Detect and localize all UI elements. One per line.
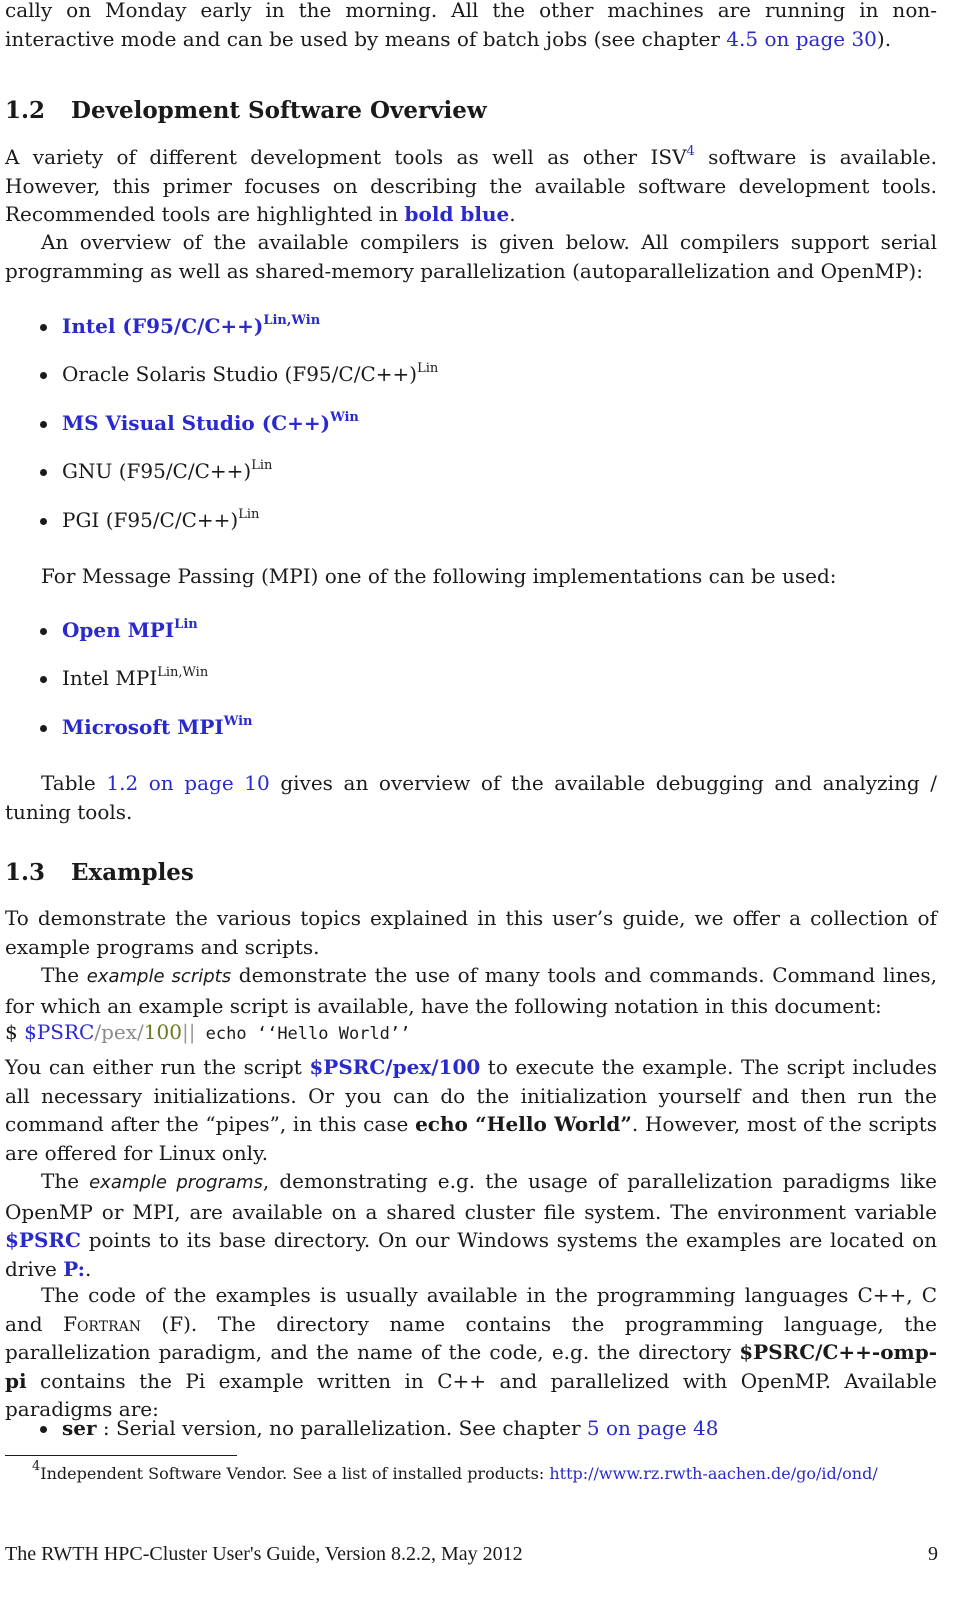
psrc-link[interactable]: $PSRC xyxy=(24,1020,95,1044)
paragraph-languages xyxy=(5,1281,937,1424)
path-separator: / xyxy=(137,1020,144,1044)
env-variable: $PSRC xyxy=(5,1228,81,1253)
compiler-label: GNU (F95/C/C++) xyxy=(62,459,252,483)
text: The xyxy=(41,1169,90,1193)
text: , demonstrating e.g. the usage of parallelization paradigms like OpenMP or MPI, are available on a shared cluster file system. The environment variable xyxy=(5,1169,937,1224)
platform-sup: Lin xyxy=(417,360,439,376)
text: The code of the examples is usually available in the programming languages C++, C and xyxy=(5,1283,937,1336)
paragraph-isv xyxy=(5,143,937,229)
compiler-label: MS Visual Studio (C++) xyxy=(62,411,331,435)
intro-paragraph xyxy=(5,0,937,53)
path-separator: / xyxy=(94,1020,102,1044)
mpi-label: Open MPI xyxy=(62,618,175,642)
compiler-label: Intel (F95/C/C++) xyxy=(62,314,264,338)
bullet-icon xyxy=(40,518,47,525)
footnote-text: Independent Software Vendor. See a list of installed products: xyxy=(40,1464,550,1483)
list-item-compiler xyxy=(40,360,940,389)
footnote xyxy=(32,1460,878,1489)
pipes: || xyxy=(181,1020,196,1044)
platform-sup: Lin,Win xyxy=(157,664,209,680)
section-title: Development Software Overview xyxy=(71,97,487,124)
script-path: $PSRC/pex/100 xyxy=(309,1055,481,1079)
text: A variety of different development tools as well as other ISV xyxy=(5,145,687,169)
text: . xyxy=(509,202,516,227)
example-number: 100 xyxy=(143,1020,182,1044)
drive-letter: P: xyxy=(63,1256,85,1281)
list-item-compiler xyxy=(40,457,940,486)
bullet-icon xyxy=(40,324,47,331)
text: ). xyxy=(876,26,892,51)
footnote-url-link[interactable]: http://www.rz.rwth-aachen.de/go/id/ond/ xyxy=(549,1464,878,1483)
bullet-icon xyxy=(40,469,47,476)
text: . However, most of the scripts are offered for Linux only. xyxy=(5,1112,938,1165)
paragraph-mpi-intro: For Message Passing (MPI) one of the following implementations can be used: xyxy=(41,564,837,588)
footer-title: The RWTH HPC-Cluster User's Guide, Version 8.2.2, May 2012 xyxy=(5,1543,523,1565)
bullet-icon xyxy=(40,725,47,732)
text: points to its base directory. On our Windows systems the examples are located on drive xyxy=(5,1228,937,1281)
smallcaps-text: Fortran xyxy=(63,1311,141,1336)
command-line-example xyxy=(5,1018,937,1049)
list-item-mpi xyxy=(40,664,940,693)
paragraph-example-programs xyxy=(5,1167,937,1283)
mpi-label: Microsoft MPI xyxy=(62,715,224,739)
bullet-icon xyxy=(40,421,47,428)
text: You can either run the script xyxy=(5,1055,310,1079)
section-heading-1-3 xyxy=(5,859,937,888)
text: demonstrate the use of many tools and commands. Command lines, for which an example script is available, have the following notation in this document: xyxy=(5,963,937,1018)
list-item-compiler xyxy=(40,312,940,341)
text: . xyxy=(84,1256,92,1281)
page-number: 9 xyxy=(928,1543,938,1565)
footnote-rule xyxy=(5,1455,237,1456)
text: cally on Monday early in the morning. All the other machines are running in non-interactive mode and can be used by means of batch jobs (see chapter xyxy=(5,0,937,51)
bullet-icon xyxy=(40,676,47,683)
italic-text: example programs xyxy=(89,1172,263,1193)
bullet-icon xyxy=(40,1426,47,1433)
bold-command: echo “Hello World” xyxy=(415,1112,632,1137)
platform-sup: Win xyxy=(223,713,253,729)
platform-sup: Lin,Win xyxy=(263,312,321,328)
text: : Serial version, no parallelization. See chapter xyxy=(96,1416,587,1440)
section-heading-1-2 xyxy=(5,97,937,126)
paradigm-name: ser xyxy=(62,1416,97,1440)
list-item-mpi xyxy=(40,616,940,645)
paragraph-examples-intro: To demonstrate the various topics explained in this user’s guide, we offer a collection of example programs and scripts. xyxy=(5,906,937,959)
highlight-text: bold blue xyxy=(404,202,510,227)
paragraph-run-script xyxy=(5,1053,937,1167)
text: to execute the example. The script includes all necessary initializations. Or you can do the initialization yourself and then run the command after the “pipes”, in this case xyxy=(5,1055,937,1137)
section-number: 1.2 xyxy=(5,97,46,124)
platform-sup: Lin xyxy=(174,616,198,632)
paragraph-table-ref xyxy=(5,769,937,826)
chapter-link[interactable]: 4.5 on page 30 xyxy=(726,26,877,51)
text: software is available. However, this primer focuses on describing the available software development tools. Recommended tools are highlighted in xyxy=(5,145,938,227)
section-number: 1.3 xyxy=(5,859,46,886)
list-item-compiler xyxy=(40,409,940,438)
text: The xyxy=(41,963,87,987)
paragraph-example-scripts xyxy=(5,961,937,1020)
bullet-icon xyxy=(40,628,47,635)
list-item-mpi xyxy=(40,713,940,742)
footnote-mark: 4 xyxy=(32,1458,41,1474)
command-code: echo ‘‘Hello World’’ xyxy=(195,1024,411,1044)
bullet-icon xyxy=(40,372,47,379)
prompt: $ xyxy=(5,1020,25,1044)
compiler-label: PGI (F95/C/C++) xyxy=(62,508,239,532)
table-link[interactable]: 1.2 on page 10 xyxy=(106,771,270,795)
paragraph-compilers: An overview of the available compilers is given below. All compilers support serial programming as well as shared-memory parallelization (autoparallelization and OpenMP): xyxy=(5,230,937,283)
directory-name: $PSRC/C++-omp-pi xyxy=(5,1340,937,1393)
footnote-ref[interactable]: 4 xyxy=(686,143,695,159)
page-footer xyxy=(5,1540,938,1569)
path-segment: pex xyxy=(101,1020,138,1044)
list-item-compiler xyxy=(40,506,940,535)
text: Table xyxy=(41,771,107,795)
list-item-paradigm xyxy=(40,1414,940,1443)
section-title: Examples xyxy=(71,859,194,886)
mpi-label: Intel MPI xyxy=(62,666,158,690)
text: gives an overview of the available debugging and analyzing / tuning tools. xyxy=(5,771,938,824)
platform-sup: Lin xyxy=(238,506,260,522)
text: contains the Pi example written in C++ and parallelized with OpenMP. Available paradigms are: xyxy=(5,1368,937,1422)
platform-sup: Win xyxy=(330,409,359,425)
platform-sup: Lin xyxy=(251,457,273,473)
italic-text: example scripts xyxy=(86,966,232,987)
chapter-link[interactable]: 5 on page 48 xyxy=(586,1416,719,1440)
compiler-label: Oracle Solaris Studio (F95/C/C++) xyxy=(62,362,418,386)
text: (F). The directory name contains the programming language, the parallelization paradigm, and the name of the code, e.g. the directory xyxy=(5,1311,938,1365)
